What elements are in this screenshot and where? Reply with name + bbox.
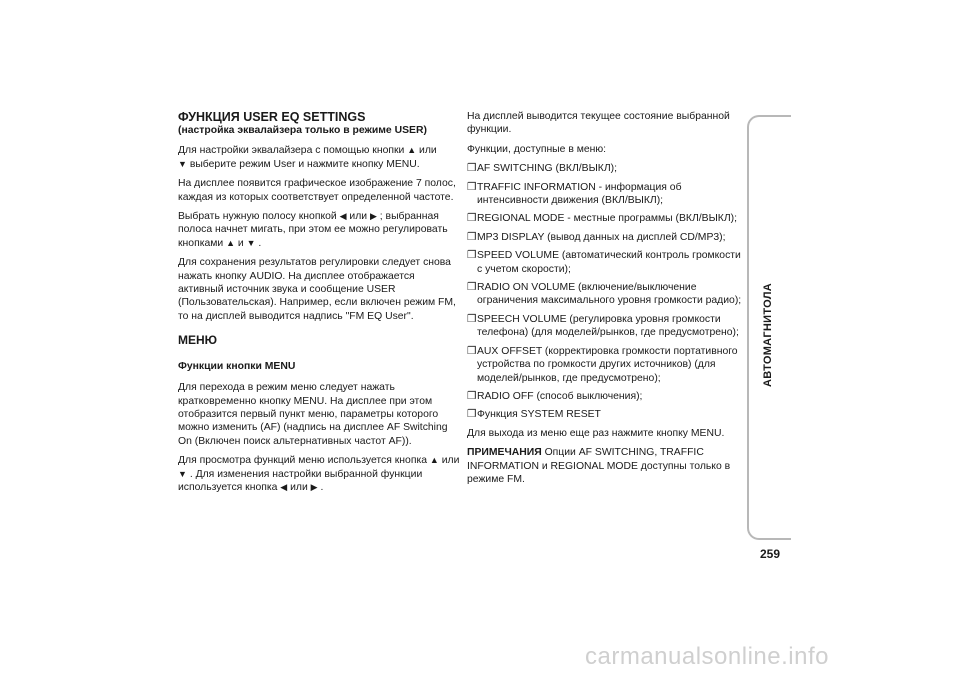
list-item: ❒ RADIO OFF (способ выключения); [467, 390, 643, 402]
checkbox-bullet-icon: ❒ [467, 250, 477, 262]
menu-subtitle: Функции кнопки MENU [178, 360, 296, 372]
paragraph-intro: На дисплей выводится текущее состояние выбранной функции. [467, 111, 730, 136]
arrow-up-icon: ▲ [226, 237, 236, 248]
note [467, 446, 743, 486]
watermark: carmanualsonline.info [585, 643, 829, 670]
paragraph-band-select: Выбрать нужную полосу кнопкой ◀ или ▶ ; выбранная полоса начнет мигать, при этом ее можно регулировать кнопками ▲ и ▼ . [178, 211, 448, 249]
checkbox-bullet-icon: ❒ [467, 163, 477, 175]
paragraph-eq-select: Для настройки эквалайзера с помощью кнопки ▲ или ▼ выберите режим User и нажмите кнопку MENU. [178, 145, 437, 170]
arrow-down-icon: ▼ [178, 158, 187, 169]
list-item: ❒ AF SWITCHING (ВКЛ/ВЫКЛ); [467, 163, 617, 175]
checkbox-bullet-icon: ❒ [467, 213, 477, 225]
menu-title: МЕНЮ [178, 333, 218, 348]
checkbox-bullet-icon: ❒ [467, 181, 477, 193]
paragraph-menu-enter: Для перехода в режим меню следует нажать кратковременно кнопку MENU. На дисплее при этом отобразится первый пункт меню, параметры которого можно изменить (AF) (надпись на дисплее AF Switching On (Включен поиск альтернативных частот AF)). [178, 382, 448, 447]
paragraph-bands: На дисплее появится графическое изображение 7 полос, каждая из которых соответствует определенной частоте. [178, 178, 456, 203]
checkbox-bullet-icon: ❒ [467, 231, 477, 243]
arrow-right-icon: ▶ [369, 211, 377, 222]
paragraph-functions: Функции, доступные в меню: [467, 143, 607, 155]
checkbox-bullet-icon: ❒ [467, 282, 477, 294]
checkbox-bullet-icon: ❒ [467, 409, 477, 421]
section-subtitle: (настройка эквалайзера только в режиме USER) [178, 125, 427, 136]
page-number: 259 [759, 547, 781, 561]
left-column [178, 110, 460, 500]
note-label: ПРИМЕЧАНИЯ [467, 447, 542, 459]
checkbox-bullet-icon: ❒ [467, 390, 477, 402]
arrow-right-icon: ▶ [310, 481, 318, 492]
arrow-left-icon: ◀ [280, 481, 288, 492]
list-item: ❒ Функция SYSTEM RESET [467, 409, 601, 421]
list-item: ❒ SPEED VOLUME (автоматический контроль громкости с учетом скорости); [467, 250, 741, 275]
list-item: ❒ SPEECH VOLUME (регулировка уровня громкости телефона) (для моделей/рынков, где предусмотрено); [467, 313, 739, 339]
arrow-down-icon: ▼ [246, 237, 256, 248]
arrow-up-icon: ▲ [407, 145, 417, 156]
right-column [467, 110, 743, 492]
paragraph-menu-navigate: Для просмотра функций меню используется кнопка ▲ или ▼ . Для изменения настройки выбранной функции используется кнопка ◀ или ▶ . [178, 455, 460, 493]
list-item: ❒ MP3 DISPLAY (вывод данных на дисплей CD/MP3); [467, 231, 726, 243]
list-item: ❒ TRAFFIC INFORMATION - информация об интенсивности движения (ВКЛ/ВЫКЛ); [467, 181, 682, 207]
paragraph-save: Для сохранения результатов регулировки следует снова нажать кнопку AUDIO. На дисплее отображается активный источник звука и сообщение USER (Пользовательская). Например, если включен режим FM, то на дисплей выводится надпись "FM EQ User". [178, 257, 456, 322]
section-tab-label: АВТОМАГНИТОЛА [762, 283, 774, 387]
list-item: ❒ REGIONAL MODE - местные программы (ВКЛ/ВЫКЛ); [467, 213, 738, 225]
list-item: ❒ RADIO ON VOLUME (включение/выключение ограничения максимального уровня громкости радио); [467, 282, 742, 307]
arrow-down-icon: ▼ [178, 468, 187, 479]
arrow-left-icon: ◀ [339, 211, 347, 222]
arrow-up-icon: ▲ [429, 455, 439, 466]
list-item: ❒ AUX OFFSET (корректировка громкости портативного устройства по громкости других источников) (для моделей/рынков, где предусмотрено); [467, 345, 738, 384]
checkbox-bullet-icon: ❒ [467, 313, 477, 325]
checkbox-bullet-icon: ❒ [467, 345, 477, 357]
paragraph-exit: Для выхода из меню еще раз нажмите кнопку MENU. [467, 427, 725, 439]
note-text: Опции AF SWITCHING, TRAFFIC INFORMATION и REGIONAL MODE доступны только в режиме FM. [467, 447, 731, 485]
section-title: ФУНКЦИЯ USER EQ SETTINGS [178, 110, 366, 124]
